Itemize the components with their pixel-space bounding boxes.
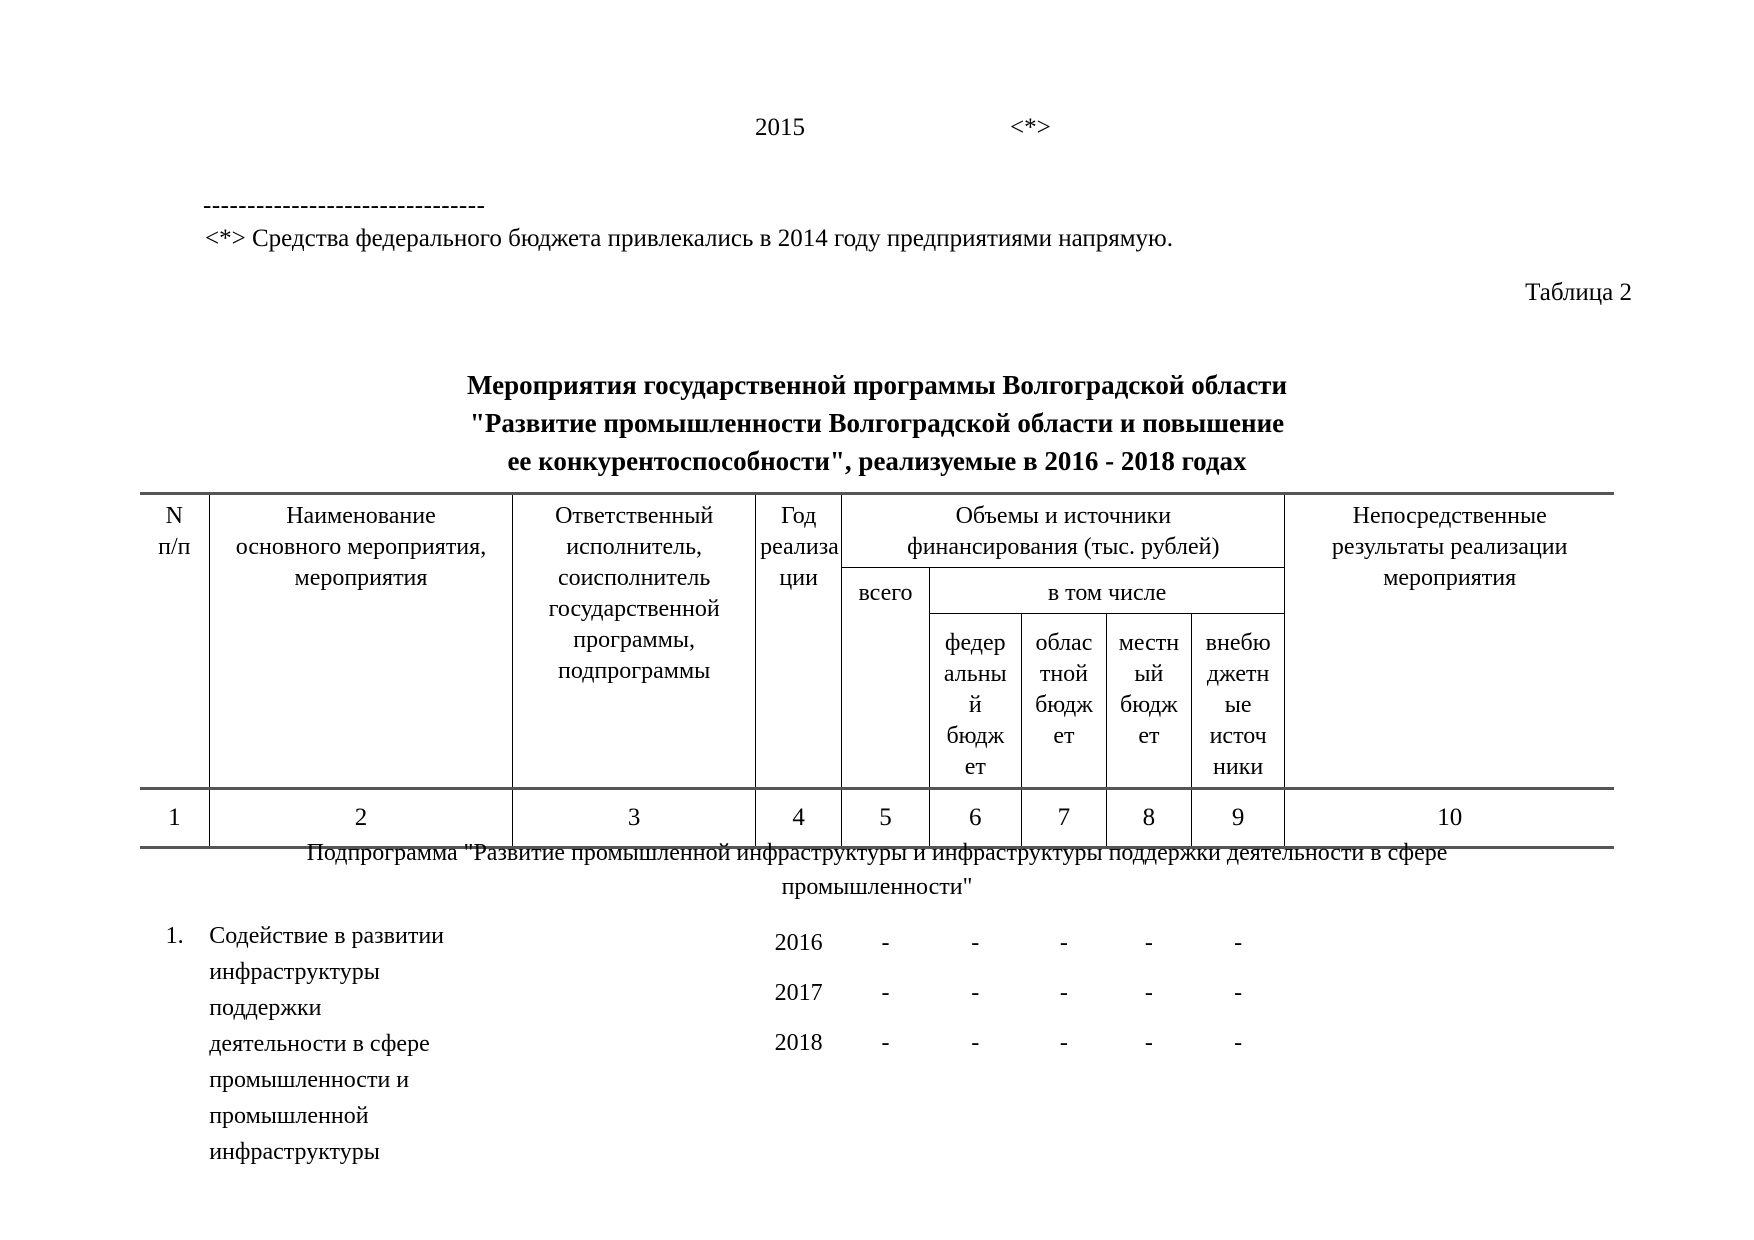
row-local-2017: - [1144,980,1153,1006]
row-federal-2018: - [971,1030,980,1056]
header-executor-line6: подпрограммы [558,658,711,684]
header-year-line1: Год [781,503,817,529]
header-executor-line1: Ответственный [555,503,714,529]
row-local-2018: - [1144,1030,1153,1056]
top-footnote-marker: <*> [1010,114,1051,141]
header-results-line3: мероприятия [1383,565,1517,591]
row-local-2016: - [1144,930,1153,956]
subprogram-caption-line1: Подпрограмма "Развитие промышленной инфраструктуры и инфраструктуры поддержки деятельности в сфере [306,840,1448,866]
header-local-line3: бюдж [1120,692,1178,718]
header-cell-results [1285,494,1614,789]
title-line-1: Мероприятия государственной программы Волгоградской области [466,370,1288,400]
footnote-text: <*> Средства федерального бюджета привлекались в 2014 году предприятиями напрямую. [205,225,1173,252]
header-executor-line2: исполнитель, [566,534,703,560]
header-financing-line2: финансирования (тыс. рублей) [907,534,1220,560]
table-header-block [140,492,1614,849]
header-regional-line3: бюдж [1035,692,1093,718]
row-number: 1. [165,923,184,949]
measures-data-table [140,918,1614,1170]
column-number-10: 10 [1285,789,1614,848]
row-year-2017: 2017 [774,980,823,1006]
row-federal-values [929,918,1021,1170]
header-cell-executor [513,494,756,789]
header-cell-measure-name [209,494,513,789]
row-year-2018: 2018 [774,1030,823,1056]
header-regional-line1: облас [1035,630,1093,656]
row-total-2016: - [881,930,890,956]
header-cell-local-budget [1106,614,1191,789]
header-local-line4: ет [1138,723,1160,749]
header-extra-line1: внебю [1205,630,1271,656]
row-regional-2017: - [1059,980,1068,1006]
header-federal-line4: бюдж [946,723,1005,749]
column-number-7: 7 [1021,789,1106,848]
row-years [756,918,842,1170]
header-federal-line2: альны [943,661,1007,687]
header-number-line1: N [165,503,184,529]
header-financing-line1: Объемы и источники [955,503,1172,529]
measure-name-line7: инфраструктуры [209,1139,380,1165]
header-results-line1: Непосредственные [1352,503,1547,529]
program-measures-table [140,492,1614,849]
document-title [0,366,1754,480]
header-cell-financing [842,494,1285,568]
header-extra-line4: источ [1209,723,1267,749]
row-federal-2016: - [971,930,980,956]
measure-name-line6: промышленной [209,1103,369,1129]
table-row [140,918,1614,1170]
header-measure-line2: основного мероприятия, [235,534,487,560]
header-row-primary [140,494,1614,568]
header-cell-including: в том числе [929,568,1285,614]
header-measure-line1: Наименование [286,503,436,529]
header-extra-line5: ники [1213,754,1264,780]
header-cell-regional-budget [1021,614,1106,789]
header-extra-line3: ые [1224,692,1252,718]
subprogram-caption-line2: промышленности" [781,874,973,900]
row-results [1285,918,1614,1170]
row-extra-2018: - [1234,1030,1243,1056]
column-number-9: 9 [1191,789,1284,848]
column-number-5: 5 [842,789,929,848]
header-cell-total: всего [842,568,929,789]
row-extrabudget-values [1191,918,1284,1170]
measure-name-line2: инфраструктуры [209,959,380,985]
row-total-2017: - [881,980,890,1006]
row-regional-2018: - [1059,1030,1068,1056]
title-line-3: ее конкурентоспособности", реализуемые в 2016 - 2018 годах [507,446,1247,476]
measure-name-line3: поддержки [209,995,322,1021]
header-extra-line2: джетн [1206,661,1270,687]
row-extra-2016: - [1234,930,1243,956]
table-number-label: Таблица 2 [1525,279,1632,306]
top-fragment-row [0,112,1754,144]
row-executor [513,918,756,1170]
measure-name-line5: промышленности и [209,1067,410,1093]
header-executor-line3: соисполнитель [557,565,711,591]
title-line-2: "Развитие промышленности Волгоградской области и повышение [469,408,1285,438]
header-cell-federal-budget [929,614,1021,789]
row-year-2016: 2016 [774,930,823,956]
subprogram-caption [140,836,1614,904]
header-cell-extrabudget-sources [1191,614,1284,789]
row-total-values [842,918,929,1170]
row-extra-2017: - [1234,980,1243,1006]
row-total-2018: - [881,1030,890,1056]
row-measure-name [209,918,513,1170]
column-number-1: 1 [140,789,209,848]
row-local-values [1106,918,1191,1170]
header-executor-line4: государственной [548,596,720,622]
header-measure-line3: мероприятия [294,565,428,591]
header-federal-line1: федер [944,630,1006,656]
row-regional-values [1021,918,1106,1170]
top-year-value: 2015 [755,114,805,141]
header-year-line2: реализа [760,534,839,560]
column-number-2: 2 [209,789,513,848]
table-body-block [140,918,1614,1170]
header-local-line1: местн [1118,630,1180,656]
header-cell-year [756,494,842,789]
header-year-line3: ции [779,565,818,591]
header-cell-number [140,494,209,789]
header-executor-line5: программы, [573,627,696,653]
row-regional-2016: - [1059,930,1068,956]
header-local-line2: ый [1134,661,1164,687]
header-results-line2: результаты реализации [1331,534,1568,560]
header-federal-line3: й [968,692,982,718]
header-regional-line4: ет [1053,723,1075,749]
column-number-6: 6 [929,789,1021,848]
header-federal-line5: ет [964,754,986,780]
header-regional-line2: тной [1039,661,1089,687]
column-number-4: 4 [756,789,842,848]
measure-name-line1: Содействие в развитии [209,923,445,949]
header-number-line2: п/п [158,534,191,560]
column-number-8: 8 [1106,789,1191,848]
column-number-3: 3 [513,789,756,848]
row-federal-2017: - [971,980,980,1006]
footnote-separator-rule: -------------------------------- [203,192,486,219]
measure-name-line4: деятельности в сфере [209,1031,430,1057]
